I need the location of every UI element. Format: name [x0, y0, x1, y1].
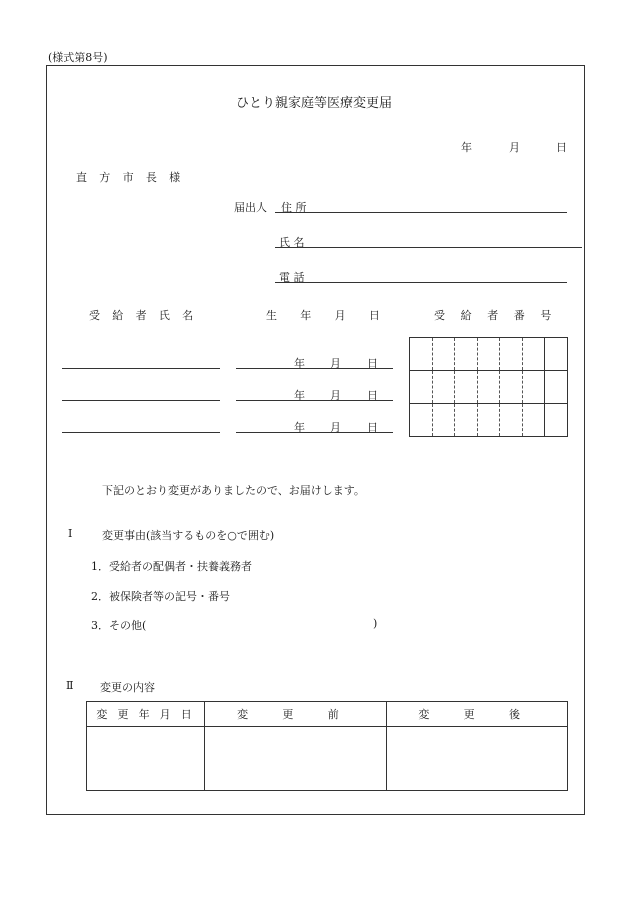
birth-year-1: 年	[294, 357, 305, 370]
birth-month-1: 月	[330, 357, 341, 370]
number-digit-cell[interactable]	[410, 404, 433, 437]
date-month-label: 月	[509, 141, 520, 154]
number-digit-cell[interactable]	[455, 404, 478, 437]
phone-label: 電 話	[279, 271, 305, 284]
number-digit-cell[interactable]	[455, 338, 478, 371]
number-digit-cell[interactable]	[410, 371, 433, 404]
number-digit-cell[interactable]	[522, 338, 545, 371]
recipient-number-row	[410, 404, 568, 437]
header-after-change: 変 更 後	[386, 702, 567, 727]
recipient-number-row	[410, 371, 568, 404]
reason-option-2[interactable]: 2．被保険者等の記号・番号	[91, 590, 230, 603]
recipient-name-header: 受 給 者 氏 名	[89, 309, 198, 322]
form-number: (様式第8号)	[48, 51, 108, 64]
number-digit-cell[interactable]	[410, 338, 433, 371]
change-table-header-row	[87, 702, 568, 727]
applicant-label: 届出人	[234, 201, 267, 214]
number-digit-cell[interactable]	[432, 338, 455, 371]
birth-month-3: 月	[330, 421, 341, 434]
after-change-cell[interactable]	[386, 727, 567, 791]
birth-day-1: 日	[367, 357, 378, 370]
birth-day-3: 日	[367, 421, 378, 434]
birthdate-header: 生 年 月 日	[266, 309, 390, 322]
section2-numeral: Ⅱ	[66, 679, 74, 692]
address-label: 住 所	[281, 201, 307, 214]
number-digit-cell[interactable]	[545, 338, 568, 371]
header-before-change: 変 更 前	[205, 702, 386, 727]
header-change-date: 変 更 年 月 日	[87, 702, 205, 727]
number-digit-cell[interactable]	[432, 371, 455, 404]
section2-heading: 変更の内容	[100, 681, 155, 694]
reason-option-1[interactable]: 1．受給者の配偶者・扶養義務者	[91, 560, 252, 573]
recipient-number-grid	[409, 337, 568, 437]
intro-text: 下記のとおり変更がありましたので、お届けします。	[102, 484, 365, 497]
number-digit-cell[interactable]	[545, 404, 568, 437]
addressee: 直 方 市 長 様	[76, 171, 185, 184]
date-year-label: 年	[461, 141, 472, 154]
number-digit-cell[interactable]	[455, 371, 478, 404]
number-digit-cell[interactable]	[500, 371, 523, 404]
recipient-number-row	[410, 338, 568, 371]
change-date-cell[interactable]	[87, 727, 205, 791]
address-field[interactable]	[275, 212, 567, 213]
birth-year-3: 年	[294, 421, 305, 434]
section1-heading: 変更事由(該当するものを○で囲む)	[102, 529, 275, 542]
number-digit-cell[interactable]	[432, 404, 455, 437]
birthdate-field-2[interactable]	[236, 400, 393, 401]
name-field[interactable]	[275, 247, 582, 248]
form-title: ひとり親家庭等医療変更届	[236, 96, 393, 111]
number-digit-cell[interactable]	[522, 404, 545, 437]
section1-numeral: Ⅰ	[68, 527, 73, 540]
number-digit-cell[interactable]	[477, 404, 500, 437]
birthdate-field-1[interactable]	[236, 368, 393, 369]
recipient-name-field-3[interactable]	[62, 432, 220, 433]
number-digit-cell[interactable]	[522, 371, 545, 404]
birthdate-field-3[interactable]	[236, 432, 393, 433]
birth-day-2: 日	[367, 389, 378, 402]
number-digit-cell[interactable]	[500, 404, 523, 437]
recipient-name-field-2[interactable]	[62, 400, 220, 401]
name-label: 氏 名	[279, 236, 305, 249]
birth-year-2: 年	[294, 389, 305, 402]
reason-other-close: )	[373, 617, 378, 630]
reason-option-3[interactable]: 3．その他(	[91, 619, 147, 632]
number-digit-cell[interactable]	[500, 338, 523, 371]
change-table-row	[87, 727, 568, 791]
before-change-cell[interactable]	[205, 727, 386, 791]
number-digit-cell[interactable]	[477, 371, 500, 404]
birth-month-2: 月	[330, 389, 341, 402]
phone-field[interactable]	[275, 282, 567, 283]
recipient-name-field-1[interactable]	[62, 368, 220, 369]
date-day-label: 日	[556, 141, 567, 154]
change-content-table	[86, 701, 568, 791]
number-digit-cell[interactable]	[477, 338, 500, 371]
recipient-number-header: 受 給 者 番 号	[434, 309, 558, 322]
number-digit-cell[interactable]	[545, 371, 568, 404]
